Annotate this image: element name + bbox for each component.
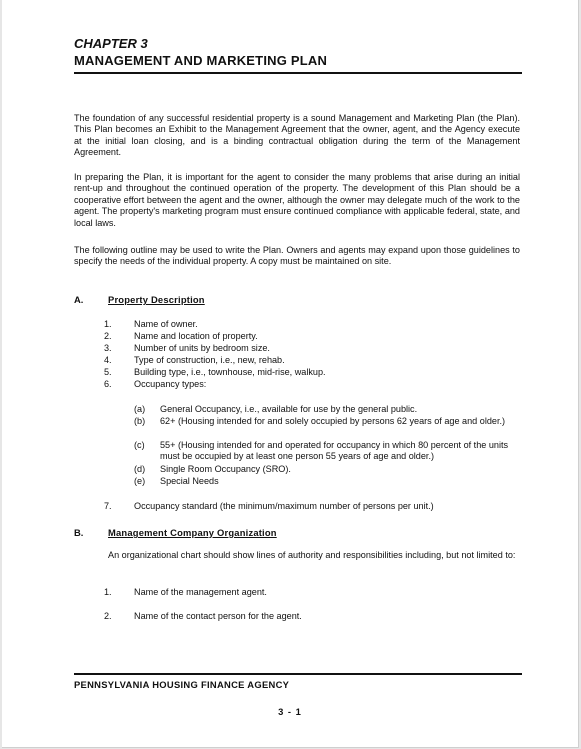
list-item-number: 1. <box>104 319 112 329</box>
list-item-number: 7. <box>104 501 112 511</box>
sub-item: Single Room Occupancy (SRO). <box>160 464 291 474</box>
sub-item-label: (d) <box>134 464 146 474</box>
footer-rule <box>74 673 522 675</box>
list-item: Name of the management agent. <box>134 587 267 597</box>
list-item: Name of the contact person for the agent. <box>134 611 302 621</box>
page-title: MANAGEMENT AND MARKETING PLAN <box>74 53 328 68</box>
list-item-number: 2. <box>104 611 112 621</box>
section-b-intro: An organizational chart should show lines of authority and responsibilities including, but not limited to: <box>108 550 516 560</box>
section-a-title: Property Description <box>108 294 205 305</box>
list-item: Occupancy standard (the minimum/maximum number of persons per unit.) <box>134 501 434 511</box>
sub-item: General Occupancy, i.e., available for use by the general public. <box>160 404 418 414</box>
document-page <box>2 0 579 748</box>
outline-paragraph: The following outline may be used to write the Plan. Owners and agents may expand upon those guidelines to specify the needs of the individual property. A copy must be maintained on site. <box>74 245 520 267</box>
list-item: Occupancy types: <box>134 379 207 389</box>
section-b-title: Management Company Organization <box>108 527 277 538</box>
list-item-number: 6. <box>104 379 112 389</box>
header-rule <box>74 72 522 74</box>
list-item-number: 1. <box>104 587 112 597</box>
footer-agency: PENNSYLVANIA HOUSING FINANCE AGENCY <box>74 679 290 690</box>
list-item: Name and location of property. <box>134 331 258 341</box>
sub-item-label: (c) <box>134 440 145 450</box>
list-item-number: 5. <box>104 367 112 377</box>
list-item-number: 4. <box>104 355 112 365</box>
list-item-number: 2. <box>104 331 112 341</box>
list-item: Type of construction, i.e., new, rehab. <box>134 355 285 365</box>
list-item: Name of owner. <box>134 319 198 329</box>
sub-item: 55+ (Housing intended for and operated for occupancy in which 80 percent of the units must be occupied by at least one person 55 years of age and older.) <box>160 440 509 462</box>
preparation-paragraph: In preparing the Plan, it is important for the agent to consider the many problems that arise during an initial rent-up and throughout the continued operation of the property. The development of this Plan should be a cooperative effort between the agent and the owner, although the owner may delegate much of the work to the agent. The property's marketing program must ensure continued compliance with applicable federal, state, and local laws. <box>74 172 520 228</box>
list-item-number: 3. <box>104 343 112 353</box>
sub-item-label: (a) <box>134 404 146 414</box>
sub-item: Special Needs <box>160 476 219 486</box>
sub-item-label: (e) <box>134 476 146 486</box>
list-item: Number of units by bedroom size. <box>134 343 270 353</box>
chapter-label: CHAPTER 3 <box>74 36 148 51</box>
section-a-letter: A. <box>74 294 84 305</box>
sub-item-label: (b) <box>134 416 146 426</box>
sub-item: 62+ (Housing intended for and solely occupied by persons 62 years of age and older.) <box>160 416 506 426</box>
page-number: 3 - 1 <box>278 706 302 717</box>
list-item: Building type, i.e., townhouse, mid-rise, walkup. <box>134 367 326 377</box>
section-b-letter: B. <box>74 527 84 538</box>
intro-paragraph: The foundation of any successful residential property is a sound Management and Marketing Plan (the Plan). This Plan becomes an Exhibit to the Management Agreement that the owner, agent, and the Agency execute at the initial loan closing, and is a binding contractual obligation during the term of the Management Agreement. <box>74 113 520 158</box>
